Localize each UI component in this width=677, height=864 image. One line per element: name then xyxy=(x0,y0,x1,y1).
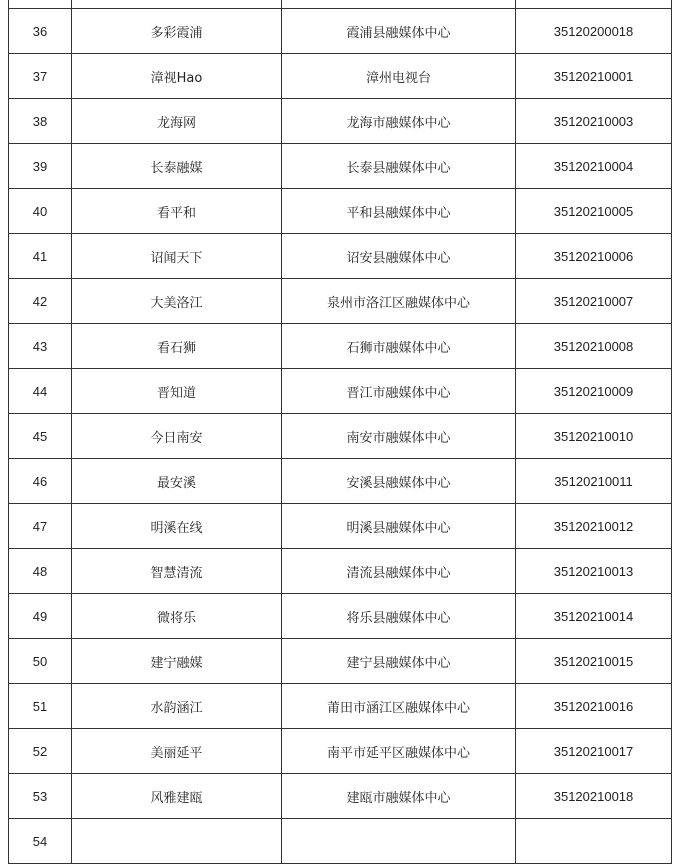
organization-name-cell: 莆田市涵江区融媒体中心 xyxy=(282,684,516,729)
row-number-cell: 47 xyxy=(9,504,72,549)
account-name-cell xyxy=(72,0,282,9)
account-name-cell: 最安溪 xyxy=(72,459,282,504)
organization-name-cell: 南安市融媒体中心 xyxy=(282,414,516,459)
row-number-cell: 36 xyxy=(9,9,72,54)
table-row xyxy=(9,369,672,414)
registration-code-cell: 35120210004 xyxy=(516,144,672,189)
registration-code-cell: 35120210001 xyxy=(516,54,672,99)
registration-code-cell: 35120210005 xyxy=(516,189,672,234)
account-name-cell: 龙海网 xyxy=(72,99,282,144)
account-name-cell: 微将乐 xyxy=(72,594,282,639)
table-row xyxy=(9,0,672,9)
row-number-cell: 53 xyxy=(9,774,72,819)
table-row xyxy=(9,819,672,864)
row-number-cell: 50 xyxy=(9,639,72,684)
organization-name-cell: 平和县融媒体中心 xyxy=(282,189,516,234)
registry-table xyxy=(8,0,672,864)
organization-name-cell: 霞浦县融媒体中心 xyxy=(282,9,516,54)
table-row xyxy=(9,639,672,684)
row-number-cell: 42 xyxy=(9,279,72,324)
account-name-cell: 诏闻天下 xyxy=(72,234,282,279)
table-row xyxy=(9,324,672,369)
registration-code-cell: 35120210003 xyxy=(516,99,672,144)
organization-name-cell: 明溪县融媒体中心 xyxy=(282,504,516,549)
row-number-cell: 51 xyxy=(9,684,72,729)
account-name-cell: 漳视Hao xyxy=(72,54,282,99)
account-name-cell: 看平和 xyxy=(72,189,282,234)
table-row xyxy=(9,684,672,729)
table-row xyxy=(9,414,672,459)
organization-name-cell: 安溪县融媒体中心 xyxy=(282,459,516,504)
account-name-cell: 建宁融媒 xyxy=(72,639,282,684)
row-number-cell xyxy=(9,0,72,9)
table-row xyxy=(9,279,672,324)
row-number-cell: 40 xyxy=(9,189,72,234)
row-number-cell: 37 xyxy=(9,54,72,99)
organization-name-cell: 长泰县融媒体中心 xyxy=(282,144,516,189)
row-number-cell: 52 xyxy=(9,729,72,774)
organization-name-cell: 龙海市融媒体中心 xyxy=(282,99,516,144)
organization-name-cell xyxy=(282,0,516,9)
table-row xyxy=(9,594,672,639)
registry-table-body xyxy=(9,0,672,864)
account-name-cell: 水韵涵江 xyxy=(72,684,282,729)
account-name-cell: 看石狮 xyxy=(72,324,282,369)
table-row xyxy=(9,729,672,774)
registry-table-container xyxy=(8,0,671,864)
table-row xyxy=(9,99,672,144)
row-number-cell: 48 xyxy=(9,549,72,594)
organization-name-cell: 建宁县融媒体中心 xyxy=(282,639,516,684)
organization-name-cell: 晋江市融媒体中心 xyxy=(282,369,516,414)
account-name-cell: 风雅建瓯 xyxy=(72,774,282,819)
account-name-cell xyxy=(72,819,282,864)
row-number-cell: 43 xyxy=(9,324,72,369)
row-number-cell: 45 xyxy=(9,414,72,459)
table-row xyxy=(9,189,672,234)
registration-code-cell: 35120210006 xyxy=(516,234,672,279)
registration-code-cell: 35120210008 xyxy=(516,324,672,369)
account-name-cell: 美丽延平 xyxy=(72,729,282,774)
table-row xyxy=(9,774,672,819)
table-row xyxy=(9,144,672,189)
registration-code-cell: 35120200018 xyxy=(516,9,672,54)
registration-code-cell: 35120210017 xyxy=(516,729,672,774)
organization-name-cell: 漳州电视台 xyxy=(282,54,516,99)
registration-code-cell: 35120210014 xyxy=(516,594,672,639)
organization-name-cell: 诏安县融媒体中心 xyxy=(282,234,516,279)
registration-code-cell: 35120210016 xyxy=(516,684,672,729)
registration-code-cell: 35120210018 xyxy=(516,774,672,819)
registration-code-cell: 35120210012 xyxy=(516,504,672,549)
registration-code-cell: 35120210013 xyxy=(516,549,672,594)
registration-code-cell: 35120210007 xyxy=(516,279,672,324)
row-number-cell: 39 xyxy=(9,144,72,189)
table-row xyxy=(9,9,672,54)
table-row xyxy=(9,549,672,594)
table-row xyxy=(9,504,672,549)
row-number-cell: 44 xyxy=(9,369,72,414)
organization-name-cell: 清流县融媒体中心 xyxy=(282,549,516,594)
row-number-cell: 41 xyxy=(9,234,72,279)
table-row xyxy=(9,459,672,504)
row-number-cell: 38 xyxy=(9,99,72,144)
organization-name-cell: 石狮市融媒体中心 xyxy=(282,324,516,369)
account-name-cell: 智慧清流 xyxy=(72,549,282,594)
organization-name-cell: 将乐县融媒体中心 xyxy=(282,594,516,639)
row-number-cell: 54 xyxy=(9,819,72,864)
account-name-cell: 晋知道 xyxy=(72,369,282,414)
registration-code-cell: 35120210011 xyxy=(516,459,672,504)
table-row xyxy=(9,54,672,99)
registration-code-cell xyxy=(516,0,672,9)
account-name-cell: 大美洛江 xyxy=(72,279,282,324)
account-name-cell: 明溪在线 xyxy=(72,504,282,549)
account-name-cell: 今日南安 xyxy=(72,414,282,459)
organization-name-cell xyxy=(282,819,516,864)
account-name-cell: 多彩霞浦 xyxy=(72,9,282,54)
organization-name-cell: 建瓯市融媒体中心 xyxy=(282,774,516,819)
registration-code-cell: 35120210015 xyxy=(516,639,672,684)
organization-name-cell: 南平市延平区融媒体中心 xyxy=(282,729,516,774)
account-name-cell: 长泰融媒 xyxy=(72,144,282,189)
row-number-cell: 49 xyxy=(9,594,72,639)
table-row xyxy=(9,234,672,279)
registration-code-cell: 35120210010 xyxy=(516,414,672,459)
registration-code-cell: 35120210009 xyxy=(516,369,672,414)
row-number-cell: 46 xyxy=(9,459,72,504)
registration-code-cell xyxy=(516,819,672,864)
organization-name-cell: 泉州市洛江区融媒体中心 xyxy=(282,279,516,324)
